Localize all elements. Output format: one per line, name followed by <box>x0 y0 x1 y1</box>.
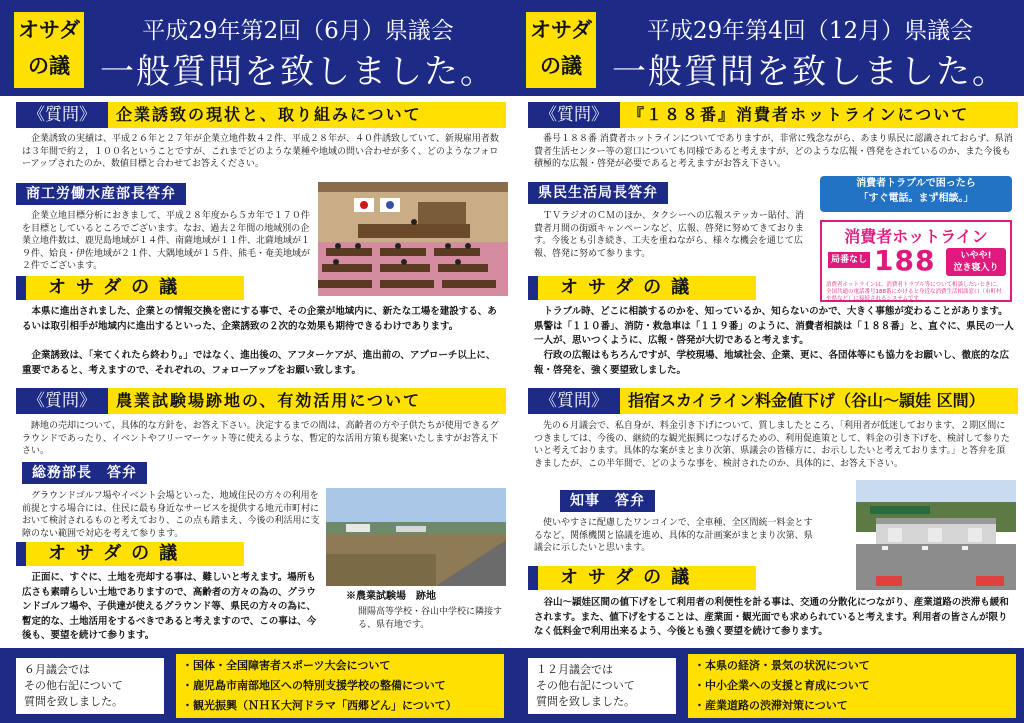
question-tag: 《質問》 <box>528 388 620 414</box>
question-body: 先の６月議会で、私自身が、料金引き下げについて、質しましたところ、「利用者が低迷しております、２期区間につきましては、今後の、継続的な観光振興につなげるための、利用促進策として、料金の引き下げを、検討して参りたいと考えております。具体的な案がまとまり次第、県議会の皆様方に、お示ししたいと考えております。」と答弁を頂きましたが、この半年間で、どのような事を、検討されたのか、具体的に、お答え下さい。 <box>534 421 1010 469</box>
right-footer <box>512 648 1024 723</box>
session-title: 平成29年第4回（12月）県議会 <box>646 18 974 44</box>
headline: 一般質問を致しました。 <box>612 52 1008 92</box>
footer-note: ６月議会では その他右記について 質問を致しました。 <box>16 658 164 714</box>
headline: 一般質問を致しました。 <box>100 52 496 92</box>
osada-logo: オサダ の議 <box>14 12 84 88</box>
question-body: 番号１８８番 消費者ホットラインについてでありますが、非常に残念ながら、あまり県民に認識されておらず、県消費者生活センター等の窓口についても同様であると考えますが、どのような広報・啓発をされているのか、また今後も積極的な広報・啓発が必要であると考えますがお答え下さい。 <box>534 134 1013 169</box>
osada-section-bar: オサダの議 <box>16 542 244 566</box>
question-title: 指宿スカイライン料金値下げ（谷山～頴娃 区間） <box>628 391 985 410</box>
answer-label: 商工労働水産部長答弁 <box>16 183 186 205</box>
footer-topic: ・本県の経済・景気の状況について <box>694 659 870 672</box>
osada-body: 正面に、すぐに、土地を売却する事は、難しいと考えます。場所も広さも素晴らしい土地でありますので、高齢者の方々の為の、グラウンドゴルフ場や、子供達が使えるグラウンド等、県民の方々の為に、暫定的な、土地活用をするべきであると考えますので、この事は、今後も、要望を続けて参ります。 <box>22 572 317 641</box>
farmland-photo <box>326 488 506 586</box>
question-body: 企業誘致の実績は、平成２６年と２７年が企業立地件数４２件、平成２８年が、４０件誘致していて、新規雇用者数は３年間で約２，１００名ということですが、これまでどのような業種や地域の問い合わせが多く、どのようなフォローアップされたのか、数値目標と合わせてお答えください。 <box>22 134 499 169</box>
osada-body: 行政の広報はもちろんですが、学校現場、地域社会、企業、更に、各団体等にも協力をお願いし、徹底的な広報・啓発を、強く要望致しました。 <box>534 350 1010 376</box>
assembly-photo <box>318 182 508 296</box>
tollgate-photo <box>856 480 1016 590</box>
footer-topic: ・産業道路の渋滞対策について <box>694 699 848 712</box>
osada-section-bar: オサダの議 <box>528 276 756 300</box>
osada-body: トラブル時、どこに相談するのかを、知っているか、知らないのかで、大きく事態が変わることがあります。県警は「１１０番」、消防・救急車は「１１９番」のように、消費者相談は「１８８番」と、直ぐに、県民の一人一人が、思いつくように、広報・啓発が大切であると考えます。 <box>534 306 1014 346</box>
osada-logo: オサダ の議 <box>526 12 596 88</box>
hotline-slogan: いやや! 泣き寝入り <box>946 248 1006 276</box>
hotline-prefix: 局番なし <box>828 252 870 268</box>
left-footer <box>0 648 512 723</box>
question-body: 跡地の売却について、具体的な方針を、お答え下さい。決定するまでの間は、高齢者の方や子供たちが使用できるグラウンドであったり、イベントやフリーマーケット等に使えるような、暫定的な活用方策も提案いたしますがお答え下さい。 <box>22 421 499 456</box>
osada-body: 本県に進出されました、企業との情報交換を密にする事で、その企業が地域内に、新たな工場を建設する、あるいは取引相手が地域内に進出するといった、企業誘致の２次的な効果も期待できるわけであります。 <box>22 306 497 332</box>
answer-body: 使いやすさに配慮したワンコインで、全車種、全区間統一料金とするなど、関係機関と協議を進め、具体的な計画案がまとまり次第、県議会に示したいと思います。 <box>534 518 813 553</box>
question-tag: 《質問》 <box>528 102 620 128</box>
question-bar <box>16 388 506 414</box>
hotline-name: 消費者ホットライン <box>844 227 988 246</box>
answer-label: 知事 答弁 <box>560 490 655 512</box>
answer-label: 総務部長 答弁 <box>22 462 147 484</box>
answer-body: グラウンドゴルフ場やイベント会場といった、地域住民の方々の利用を前提とする場合には、住民に最も身近なサービスを提供する地元市町村において検討されるものと考えており、この点も踏まえ、今後の利活用に支障のない範囲で対応を考えて参ります。 <box>22 491 320 539</box>
osada-body: 谷山～頴娃区間の値下げをして利用者の利便性を計る事は、交通の分散化につながり、産業道路の渋滞も緩和されます。また、値下げをすることは、産業面・観光面でも求められていると考えます。利用者の皆さんが限りなく低料金で利用出来るよう、今後とも強く要望を続けて参ります。 <box>534 597 1009 637</box>
question-tag: 《質問》 <box>16 102 108 128</box>
photo-caption: 開陽高等学校・谷山中学校に隣接する、県有地です。 <box>358 607 503 630</box>
osada-body: 企業誘致は、「来てくれたら終わり。」ではなく、進出後の、アフターケアが、進出前の、アプローチ以上に、重要であると、考えますので、それぞれの、フォローアップをお願い致します。 <box>22 350 496 376</box>
question-title: 農業試験場跡地の、有効活用について <box>116 391 422 410</box>
question-bar <box>528 102 1018 128</box>
answer-body: 企業立地目標分析におきまして、平成２８年度から５カ年で１７０件を目標としているところでございます。なお、過去２年間の地域別の企業立地件数は、鹿児島地域が１４件、南薩地域が１１件、北薩地域が１９件、姶良・伊佐地域が２１件、大隅地域が１５件、熊毛・奄美地域が２件でございます。 <box>22 211 311 271</box>
osada-section-bar: オサダの議 <box>528 566 756 590</box>
session-title: 平成29年第2回（6月）県議会 <box>142 18 454 44</box>
question-title: 企業誘致の現状と、取り組みについて <box>116 105 422 124</box>
footer-topic: ・鹿児島市南部地区への特別支援学校の整備について <box>182 679 446 692</box>
right-header <box>512 0 1024 96</box>
left-header <box>0 0 512 96</box>
footer-topic: ・中小企業への支援と育成について <box>694 679 870 692</box>
footer-topic-list <box>688 654 1016 718</box>
question-bar <box>16 102 506 128</box>
osada-section-bar: オサダの議 <box>16 276 244 300</box>
footer-topic-list <box>176 654 504 718</box>
footer-topic: ・観光振興（ＮＨＫ大河ドラマ「西郷どん」について） <box>182 699 457 712</box>
photo-caption-title: ※農業試験場 跡地 <box>346 591 436 602</box>
question-title: 『１８８番』消費者ホットラインについて <box>628 105 970 124</box>
right-column <box>512 0 1024 723</box>
hotline-number: 188 <box>874 244 936 277</box>
hotline-note: 消費者ホットラインは、消費者トラブル等について相談したいときに、全国共通の電話番号188番にかけると身近な消費生活相談窓口（市町村や県など）に接続されるシステムです。 <box>826 282 1002 302</box>
hotline-ad <box>820 220 1012 302</box>
hotline-banner: 消費者トラブルで困ったら 「すぐ電話。まず相談。」 <box>820 176 1012 212</box>
question-bar <box>528 388 1018 414</box>
footer-topic: ・国体・全国障害者スポーツ大会について <box>182 659 391 672</box>
answer-body: ＴＶラジオのＣＭのほか、タクシーへの広報ステッカー貼付、消費者月間の街頭キャンペーンなど、広報、啓発に努めてきております。今後とも引き続き、工夫を重ねながら、様々な機会を通じて広報、啓発に努めて参ります。 <box>534 211 804 259</box>
answer-label: 県民生活局長答弁 <box>528 182 668 204</box>
footer-note: １２月議会では その他右記について 質問を致しました。 <box>528 658 676 714</box>
question-tag: 《質問》 <box>16 388 108 414</box>
